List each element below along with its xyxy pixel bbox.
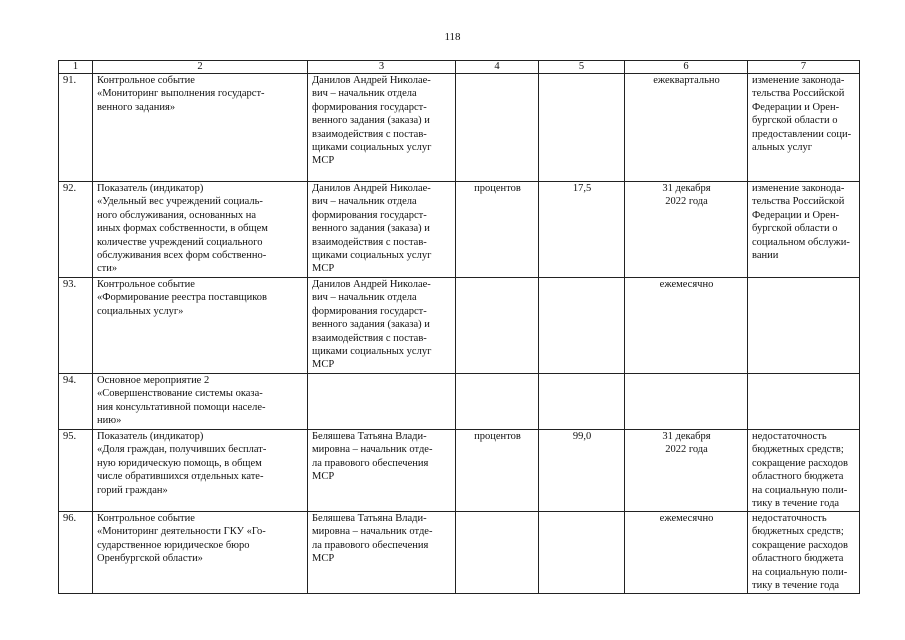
responsible-cell [308, 374, 456, 430]
deadline-cell: 31 декабря 2022 года [625, 182, 748, 278]
row-number: 96. [59, 512, 93, 594]
responsible-cell: Данилов Андрей Николае- вич – начальник отдела формирования государст- венного задания (заказа) и взаимодействия с постав- щиками социальных услуг МСР [308, 74, 456, 182]
event-cell: Контрольное событие «Мониторинг выполнения государст- венного задания» [93, 74, 308, 182]
table-row [59, 430, 860, 512]
deadline-cell: 31 декабря 2022 года [625, 430, 748, 512]
event-cell: Контрольное событие «Формирование реестра поставщиков социальных услуг» [93, 278, 308, 374]
table-row [59, 374, 860, 430]
unit-cell [456, 512, 539, 594]
plan-table [58, 60, 860, 594]
row-number: 94. [59, 374, 93, 430]
consequence-cell [748, 278, 860, 374]
consequence-cell: недостаточность бюджетных средств; сокращение расходов областного бюджета на социальную поли- тику в течение года [748, 430, 860, 512]
unit-cell: процентов [456, 430, 539, 512]
responsible-cell: Беляшева Татьяна Влади- мировна – начальник отде- ла правового обеспечения МСР [308, 430, 456, 512]
header-col-2: 2 [93, 61, 308, 74]
event-cell: Показатель (индикатор) «Доля граждан, получивших бесплат- ную юридическую помощь, в общем числе обратившихся отдельных кате- горий граждан» [93, 430, 308, 512]
deadline-cell: ежемесячно [625, 512, 748, 594]
page-number: 118 [444, 31, 461, 43]
header-col-7: 7 [748, 61, 860, 74]
header-col-4: 4 [456, 61, 539, 74]
unit-cell [456, 278, 539, 374]
value-cell [539, 374, 625, 430]
header-col-6: 6 [625, 61, 748, 74]
deadline-cell: ежеквартально [625, 74, 748, 182]
consequence-cell: изменение законода- тельства Российской Федерации и Орен- бургской области о социальном обслужи- вании [748, 182, 860, 278]
deadline-cell [625, 374, 748, 430]
deadline-cell: ежемесячно [625, 278, 748, 374]
responsible-cell: Беляшева Татьяна Влади- мировна – начальник отде- ла правового обеспечения МСР [308, 512, 456, 594]
value-cell [539, 74, 625, 182]
row-number: 93. [59, 278, 93, 374]
event-cell: Контрольное событие «Мониторинг деятельности ГКУ «Го- сударственное юридическое бюро Оренбургской области» [93, 512, 308, 594]
consequence-cell: недостаточность бюджетных средств; сокращение расходов областного бюджета на социальную поли- тику в течение года [748, 512, 860, 594]
consequence-cell: изменение законода- тельства Российской Федерации и Орен- бургской области о предоставлении соци- альных услуг [748, 74, 860, 182]
header-col-5: 5 [539, 61, 625, 74]
consequence-cell [748, 374, 860, 430]
value-cell [539, 512, 625, 594]
responsible-cell: Данилов Андрей Николае- вич – начальник отдела формирования государст- венного задания (заказа) и взаимодействия с постав- щиками социальных услуг МСР [308, 182, 456, 278]
table-row [59, 278, 860, 374]
table-row [59, 182, 860, 278]
unit-cell: процентов [456, 182, 539, 278]
table-row [59, 512, 860, 594]
value-cell [539, 278, 625, 374]
header-col-1: 1 [59, 61, 93, 74]
row-number: 92. [59, 182, 93, 278]
table-row [59, 74, 860, 182]
unit-cell [456, 374, 539, 430]
event-cell: Основное мероприятие 2 «Совершенствование системы оказа- ния консультативной помощи населе- нию» [93, 374, 308, 430]
header-col-3: 3 [308, 61, 456, 74]
row-number: 95. [59, 430, 93, 512]
responsible-cell: Данилов Андрей Николае- вич – начальник отдела формирования государст- венного задания (заказа) и взаимодействия с постав- щиками социальных услуг МСР [308, 278, 456, 374]
unit-cell [456, 74, 539, 182]
value-cell: 17,5 [539, 182, 625, 278]
value-cell: 99,0 [539, 430, 625, 512]
event-cell: Показатель (индикатор) «Удельный вес учреждений социаль- ного обслуживания, основанных на иных формах собственности, в общем количестве учреждений социального обслуживания всех форм собственно- сти» [93, 182, 308, 278]
header-row [59, 61, 860, 74]
row-number: 91. [59, 74, 93, 182]
